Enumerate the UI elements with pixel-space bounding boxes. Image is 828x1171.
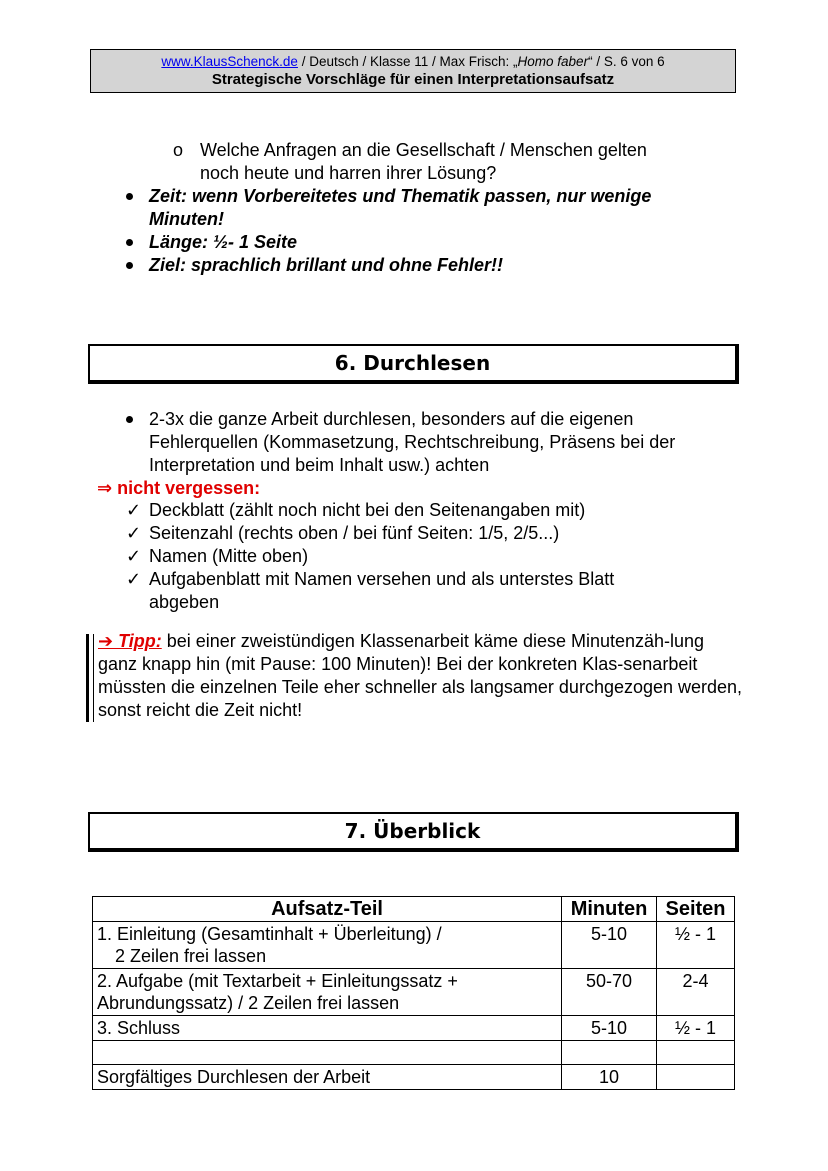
list-item: Ziel: sprachlich brillant und ohne Fehler!! bbox=[122, 254, 702, 277]
table-cell-part: 1. Einleitung (Gesamtinhalt + Überleitung) / 2 Zeilen frei lassen bbox=[93, 922, 562, 969]
sub-bullet bbox=[173, 139, 733, 185]
tip-side-bar bbox=[86, 634, 94, 722]
circle-bullet-icon: o bbox=[173, 140, 184, 160]
table-row bbox=[93, 922, 735, 969]
table-row bbox=[93, 1016, 735, 1041]
list-item: ✓ Deckblatt (zählt noch nicht bei den Seitenangaben mit) bbox=[126, 500, 586, 520]
section-6-bullet-list bbox=[122, 408, 727, 477]
table-cell-minutes: 5-10 bbox=[562, 922, 657, 969]
list-item: Zeit: wenn Vorbereitetes und Thematik passen, nur wenige Minuten! bbox=[122, 185, 702, 231]
table-cell-minutes: 10 bbox=[562, 1065, 657, 1090]
page-header bbox=[90, 49, 736, 93]
table-cell-part: 3. Schluss bbox=[93, 1016, 562, 1041]
list-item: ✓ Aufgabenblatt mit Namen versehen und als unterstes Blatt abgeben bbox=[126, 569, 615, 612]
table-row bbox=[93, 969, 735, 1016]
column-header: Seiten bbox=[657, 897, 735, 922]
table-cell-pages: ½ - 1 bbox=[657, 922, 735, 969]
tip-label: ➔ Tipp: bbox=[98, 631, 162, 651]
checkmark-icon: ✓ bbox=[126, 523, 142, 543]
tip-text: bei einer zweistündigen Klassenarbeit käme diese Minutenzäh-lung ganz knapp hin (mit Pause: 100 Minuten)! Bei der konkreten Klas-senarbeit müssten die einzelnen Teile eher schneller als langsamer durchgezogen werden, sonst reicht die Zeit nicht! bbox=[98, 631, 743, 720]
header-path-after: “ / S. 6 von 6 bbox=[588, 54, 665, 69]
tip-box bbox=[86, 630, 748, 722]
table-cell-minutes: 50-70 bbox=[562, 969, 657, 1016]
sub-bullet-line-1: Welche Anfragen an die Gesellschaft / Menschen gelten bbox=[200, 140, 647, 160]
table-cell-part bbox=[93, 1041, 562, 1065]
table-cell-minutes bbox=[562, 1041, 657, 1065]
list-item: Länge: ½- 1 Seite bbox=[122, 231, 702, 254]
header-path-before: / Deutsch / Klasse 11 / Max Frisch: „ bbox=[297, 54, 518, 69]
checkmark-icon: ✓ bbox=[126, 500, 142, 520]
list-item: 2-3x die ganze Arbeit durchlesen, besonders auf die eigenen Fehlerquellen (Kommasetzung, Rechtschreibung, Präsens bei der Interpretation und beim Inhalt usw.) achten bbox=[122, 408, 727, 477]
table-row bbox=[93, 1065, 735, 1090]
column-header: Aufsatz-Teil bbox=[93, 897, 562, 922]
top-bullet-list bbox=[122, 185, 702, 277]
reminder-label: ⇒ nicht vergessen: bbox=[97, 478, 261, 498]
header-work-title: Homo faber bbox=[517, 54, 589, 69]
table-header-row bbox=[93, 897, 735, 922]
table-cell-minutes: 5-10 bbox=[562, 1016, 657, 1041]
sub-bullet-line-2: noch heute und harren ihrer Lösung? bbox=[200, 163, 497, 183]
overview-table bbox=[92, 896, 735, 1090]
table-row bbox=[93, 1041, 735, 1065]
column-header: Minuten bbox=[562, 897, 657, 922]
section-7-heading: 7. Überblick bbox=[88, 812, 739, 852]
checklist bbox=[122, 499, 727, 614]
table-cell-part: 2. Aufgabe (mit Textarbeit + Einleitungssatz + Abrundungssatz) / 2 Zeilen frei lassen bbox=[93, 969, 562, 1016]
site-link[interactable]: www.KlausSchenck.de bbox=[161, 54, 298, 69]
table-cell-pages bbox=[657, 1041, 735, 1065]
header-subtitle: Strategische Vorschläge für einen Interpretationsaufsatz bbox=[211, 71, 615, 88]
table-cell-pages: ½ - 1 bbox=[657, 1016, 735, 1041]
table-cell-pages: 2-4 bbox=[657, 969, 735, 1016]
checkmark-icon: ✓ bbox=[126, 569, 142, 589]
table-cell-pages bbox=[657, 1065, 735, 1090]
list-item: ✓ Namen (Mitte oben) bbox=[126, 546, 309, 566]
table-cell-part: Sorgfältiges Durchlesen der Arbeit bbox=[93, 1065, 562, 1090]
checkmark-icon: ✓ bbox=[126, 546, 142, 566]
section-6-heading: 6. Durchlesen bbox=[88, 344, 739, 384]
list-item: ✓ Seitenzahl (rechts oben / bei fünf Seiten: 1/5, 2/5...) bbox=[126, 523, 560, 543]
header-line-1 bbox=[91, 53, 735, 71]
